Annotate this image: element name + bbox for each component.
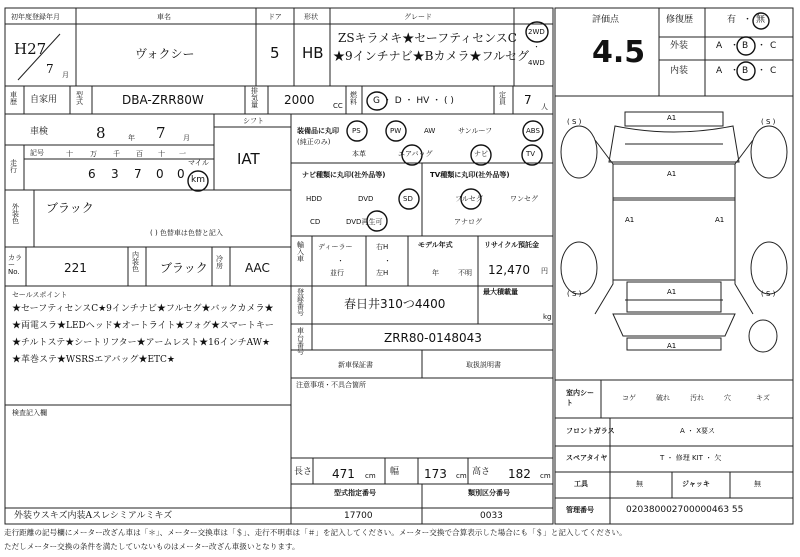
mileage-unit-label: 百	[136, 150, 143, 158]
frame-value: ZRR80-0148043	[384, 331, 482, 345]
tv-item: アナログ	[454, 218, 482, 226]
repair-dot: ・	[743, 15, 753, 25]
recycle-unit: 円	[541, 267, 548, 275]
interior-seat-item: キズ	[756, 394, 770, 402]
warranty-new: 新車保証書	[338, 361, 373, 369]
equipment-item: PS	[352, 127, 361, 135]
import-left: 左H	[376, 269, 389, 277]
diagram-bracket-fr: ( S )	[761, 118, 776, 126]
interior-c: C	[770, 66, 777, 76]
navi-item: SD	[403, 195, 413, 203]
drive-dot: ・	[533, 43, 540, 51]
color-no-label: カラーNo.	[8, 254, 22, 276]
shift-value: IAT	[237, 150, 260, 168]
equipment-item: 本革	[352, 150, 366, 158]
diagram-label-hood: A1	[667, 170, 677, 178]
car-name-label: 車名	[157, 13, 171, 21]
shape-label: 形状	[304, 13, 318, 21]
displacement-value: 2000	[284, 93, 315, 107]
interior-seat-label: 室内シート	[566, 389, 594, 407]
mileage-digit: 0	[156, 167, 164, 181]
capacity-value: 7	[524, 93, 532, 107]
interior-dot-1: ・	[730, 66, 740, 76]
inspection-year-unit: 年	[128, 134, 135, 142]
equipment-item: ナビ	[474, 150, 488, 158]
mileage-unit-label: 十	[66, 150, 73, 158]
class-no-label: 類別区分番号	[468, 489, 510, 497]
interior-seat-item: コゲ	[622, 394, 636, 402]
interior-color-value: ブラック	[160, 261, 208, 275]
mileage-digit: 7	[134, 167, 142, 181]
diagram-label-bumper: A1	[667, 342, 677, 350]
tv-label: TV種類に丸印(社外品等)	[430, 171, 510, 179]
windshield-label: フロントガラス	[566, 427, 615, 435]
ac-label: 冷房	[216, 255, 223, 270]
color-no-value: 221	[64, 261, 87, 275]
tools-label: 工具	[574, 480, 588, 488]
inspection-month-unit: 月	[183, 134, 190, 142]
import-parallel: 並行	[330, 269, 344, 277]
sales-point-line: ★両電スラ★LEDヘッド★オートライト★フォグ★スマートキー	[12, 321, 274, 331]
inspector-notes-value: 外装ウスキズ内装Aスレシミアルミキズ	[14, 511, 173, 521]
width-unit: cm	[456, 472, 467, 480]
color-change-note: ( ) 色替車は色替と記入	[150, 229, 223, 237]
management-value: 020380002700000463 55	[626, 505, 744, 515]
interior-color-label: 内装色	[132, 251, 139, 273]
interior-seat-item: 汚れ	[690, 394, 704, 402]
grade-line-2: ★9インチナビ★Bカメラ★フルセグ	[333, 49, 529, 63]
exterior-c: C	[770, 41, 777, 51]
import-right: 右H	[376, 243, 389, 251]
model-year-label: モデル年式	[418, 241, 453, 249]
displacement-label: 排気量	[251, 87, 258, 109]
recycle-label: リサイクル預託金	[484, 241, 540, 249]
jack-label: ジャッキ	[682, 480, 710, 488]
drive-2wd: 2WD	[528, 28, 545, 36]
interior-label: 内装	[670, 66, 689, 76]
fuel-value: G ・ D ・ HV ・ ( )	[373, 96, 454, 106]
diagram-bracket-rl: ( S )	[567, 290, 582, 298]
mileage-unit-label: 千	[113, 150, 120, 158]
height-value: 182	[508, 467, 531, 481]
car-damage-diagram	[555, 104, 793, 374]
diagram-bracket-fl: ( S )	[567, 118, 582, 126]
mileage-unit-label: 十	[158, 150, 165, 158]
spare-label: スペアタイヤ	[566, 454, 608, 462]
interior-seat-item: 破れ	[656, 394, 670, 402]
capacity-label: 定員	[499, 91, 506, 106]
capacity-unit: 人	[541, 103, 548, 111]
model-year-unknown: 不明	[458, 269, 472, 277]
displacement-unit: CC	[333, 102, 343, 110]
mileage-sign-label: 記号	[30, 149, 44, 157]
recycle-value: 12,470	[488, 263, 530, 277]
equipment-label: 装備品に丸印	[297, 127, 339, 135]
length-value: 471	[332, 467, 355, 481]
equipment-item: PW	[390, 127, 402, 135]
use-label: 車歴	[10, 91, 17, 106]
inspection-year: 8	[96, 124, 106, 142]
length-label: 長さ	[294, 467, 313, 477]
first-reg-label: 初年度登録年月	[11, 13, 60, 21]
frame-label: 車台番号	[297, 327, 304, 356]
repair-no: 無	[756, 15, 766, 25]
import-dot-2: ・	[384, 257, 391, 265]
length-unit: cm	[365, 472, 376, 480]
spare-value: T ・ 修理 KIT ・ 欠	[660, 454, 722, 462]
interior-seat-item: 穴	[724, 394, 731, 402]
km-label: km	[191, 175, 205, 185]
exterior-a: A	[716, 41, 723, 51]
first-reg-month: 7	[46, 62, 54, 76]
interior-dot-2: ・	[757, 66, 767, 76]
model-value: DBA-ZRR80W	[122, 93, 204, 107]
equipment-sublabel: (純正のみ)	[297, 138, 331, 146]
tv-item: ワンセグ	[510, 195, 538, 203]
repair-label: 修復歴	[666, 15, 694, 25]
height-unit: cm	[540, 472, 551, 480]
mile-label: マイル	[188, 159, 209, 167]
inspector-notes-label: 検査記入欄	[12, 409, 47, 417]
jack-value: 無	[754, 480, 761, 488]
shift-label: シフト	[243, 117, 264, 125]
exterior-dot-2: ・	[757, 41, 767, 51]
width-label: 幅	[390, 467, 400, 477]
tools-value: 無	[636, 480, 643, 488]
equipment-item: エアバッグ	[398, 150, 433, 158]
footer-line-2: ただしメーター交換の条件を満たしていないものはメーター改ざん車扱いとなります。	[4, 542, 300, 551]
class-no-value: 0033	[480, 511, 503, 521]
navi-item: DVD再生可	[346, 218, 383, 226]
inspection-label: 車検	[30, 127, 49, 137]
diagram-label-right: A1	[715, 216, 725, 224]
tv-item: フルセグ	[455, 195, 483, 203]
grade-label: グレード	[404, 13, 432, 21]
navi-item: HDD	[306, 195, 323, 203]
ac-value: AAC	[245, 261, 270, 275]
navi-item: CD	[310, 218, 321, 226]
import-dot-1: ・	[337, 257, 344, 265]
mileage-unit-label: 一	[179, 150, 186, 158]
sales-point-line: ★チルトステ★シートリフター★アームレスト★16インチAW★	[12, 338, 271, 348]
diagram-label-rear: A1	[667, 288, 677, 296]
interior-b: B	[742, 66, 749, 76]
score-label: 評価点	[592, 15, 620, 25]
doors-label: ドア	[268, 13, 282, 21]
diagram-label-left: A1	[625, 216, 635, 224]
type-no-label: 型式指定番号	[334, 489, 376, 497]
color-label: 外装色	[12, 203, 19, 225]
import-dealer: ディーラー	[318, 243, 353, 251]
navi-label: ナビ種類に丸印(社外品等)	[302, 171, 386, 179]
grade-line-1: ZSキラメキ★セーフティセンスC	[338, 31, 517, 45]
footer-line-1: 走行距離の記号欄にメーター改ざん車は「＊」、メーター交換車は「＄」、走行不明車は「＃」を記入してください。メーター交換で合算表示した場合にも「＄」と記入してください。	[4, 528, 627, 537]
max-load-unit: kg	[543, 313, 552, 321]
score-value: 4.5	[592, 35, 646, 70]
diagram-bracket-rr: ( S )	[761, 290, 776, 298]
warranty-manual: 取扱説明書	[466, 361, 501, 369]
windshield-value: A ・ X要ス	[680, 427, 716, 435]
color-value: ブラック	[46, 201, 94, 215]
mileage-digit: 6	[88, 167, 96, 181]
registration-value: 春日井310つ4400	[344, 297, 446, 311]
sales-points-label: セールスポイント	[12, 291, 68, 299]
exterior-label: 外装	[670, 41, 689, 51]
exterior-b: B	[742, 41, 749, 51]
fuel-label: 燃料	[350, 91, 357, 106]
use-value: 自家用	[30, 95, 58, 105]
equipment-item: AW	[424, 127, 436, 135]
model-year-unit: 年	[432, 269, 439, 277]
equipment-item: サンルーフ	[458, 127, 493, 135]
mileage-digit: 0	[177, 167, 185, 181]
mileage-label: 走行	[10, 159, 17, 174]
sales-point-line: ★革巻ステ★WSRSエアバッグ★ETC★	[12, 355, 175, 365]
max-load-label: 最大積載量	[483, 288, 518, 296]
inspection-month: 7	[156, 124, 166, 142]
first-reg-year: H27	[14, 40, 47, 58]
mileage-unit-label: 万	[90, 150, 97, 158]
navi-item: DVD	[358, 195, 374, 203]
doors-value: 5	[270, 44, 280, 62]
type-no-value: 17700	[344, 511, 373, 521]
car-name-value: ヴォクシー	[135, 47, 195, 61]
shape-value: HB	[302, 44, 324, 62]
equipment-item: ABS	[526, 127, 540, 135]
repair-yes: 有	[727, 15, 737, 25]
model-label: 型式	[76, 91, 83, 106]
exterior-dot-1: ・	[730, 41, 740, 51]
mileage-digit: 3	[111, 167, 119, 181]
height-label: 高さ	[472, 467, 491, 477]
first-reg-month-unit: 月	[62, 71, 69, 79]
sales-point-line: ★セーフティセンスC★9インチナビ★フルセグ★バックカメラ★	[12, 304, 274, 314]
import-label: 輸入車	[297, 241, 304, 263]
notices-label: 注意事項・不具合箇所	[296, 381, 366, 389]
drive-4wd: 4WD	[528, 59, 545, 67]
width-value: 173	[424, 467, 447, 481]
diagram-label-front: A1	[667, 114, 677, 122]
interior-a: A	[716, 66, 723, 76]
management-label: 管理番号	[566, 506, 594, 514]
registration-label: 登録番号	[297, 288, 304, 317]
equipment-item: TV	[526, 150, 536, 158]
